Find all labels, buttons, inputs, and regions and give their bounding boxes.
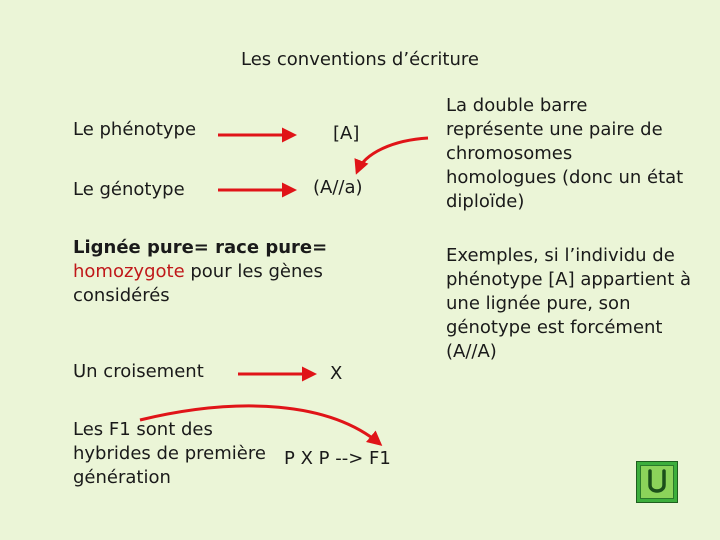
return-button[interactable] [636, 461, 678, 503]
genotype-symbol: (A//a) [313, 177, 363, 198]
f1-curved-arrow [140, 406, 380, 444]
u-turn-return-icon [645, 469, 669, 495]
phenotype-label: Le phénotype [73, 119, 197, 140]
croisement-label: Un croisement [73, 361, 204, 382]
return-button-face [640, 465, 674, 499]
f1-text: Les F1 sont des hybrides de première génération [73, 419, 266, 488]
homozygote-term: homozygote [73, 261, 185, 282]
lignee-pure-rest: pour les gènes considérés [73, 261, 323, 306]
phenotype-symbol: [A] [333, 123, 360, 144]
double-barre-text: La double barre représente une paire de chromosomes homologues (donc un état diploïde) [446, 95, 684, 212]
double-barre-curved-arrow [357, 138, 428, 172]
croisement-symbol: X [330, 363, 343, 384]
genotype-label: Le génotype [73, 179, 185, 200]
lignee-pure-definition: Lignée pure= race pure= [73, 237, 328, 258]
f1-formula: P X P --> F1 [284, 448, 391, 469]
exemples-text: Exemples, si l’individu de phénotype [A] appartient à une lignée pure, son génotype est forcément (A//A) [446, 245, 692, 362]
slide-title: Les conventions d’écriture [241, 49, 479, 70]
